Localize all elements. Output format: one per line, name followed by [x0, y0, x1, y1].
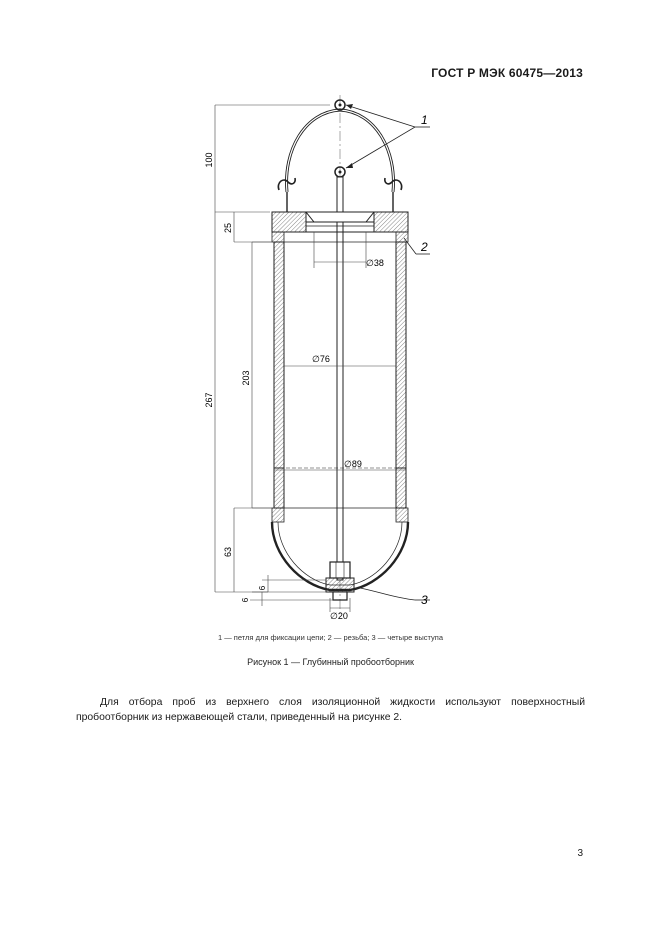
lower-thread-right — [396, 508, 408, 522]
dim-dia20: ∅20 — [330, 611, 348, 621]
dim-dia89: ∅89 — [344, 459, 362, 469]
top-cap-cone — [306, 212, 374, 222]
dim-267: 267 — [204, 392, 214, 408]
nut — [330, 562, 350, 578]
top-cap-right — [374, 212, 408, 232]
dim-dia38: ∅38 — [366, 258, 384, 268]
dim-dia76: ∅76 — [312, 354, 330, 364]
dim-6a: 6 — [258, 585, 267, 591]
bottom-boss — [326, 578, 354, 592]
dim-100: 100 — [204, 152, 214, 168]
body-paragraph: Для отбора проб из верхнего слоя изоляционной жидкости используют поверхностный пробоотборник из нержавеющей стали, приведенный на рисунке 2. — [76, 697, 585, 723]
dim-6b: 6 — [241, 597, 250, 603]
page-number: 3 — [577, 848, 583, 859]
figure-caption: Рисунок 1 — Глубинный пробоотборник — [247, 657, 414, 667]
dim-25: 25 — [223, 222, 233, 234]
tube-wall-left — [274, 242, 284, 468]
rod — [337, 177, 343, 580]
lower-wall-left — [274, 468, 284, 508]
figure-legend: 1 — петля для фиксации цепи; 2 — резьба; 3 — четыре выступа — [217, 633, 444, 642]
document-header: ГОСТ Р МЭК 60475—2013 — [431, 66, 583, 80]
lower-thread-left — [272, 508, 284, 522]
callout-1: 1 — [421, 113, 428, 127]
tube-wall-right — [396, 242, 406, 468]
dim-203: 203 — [241, 370, 251, 386]
thread-left — [272, 232, 284, 242]
callout-2: 2 — [421, 240, 428, 254]
lower-wall-right — [396, 468, 406, 508]
top-cap-left — [272, 212, 306, 232]
dim-63: 63 — [223, 546, 233, 558]
callout-3: 3 — [421, 593, 428, 607]
